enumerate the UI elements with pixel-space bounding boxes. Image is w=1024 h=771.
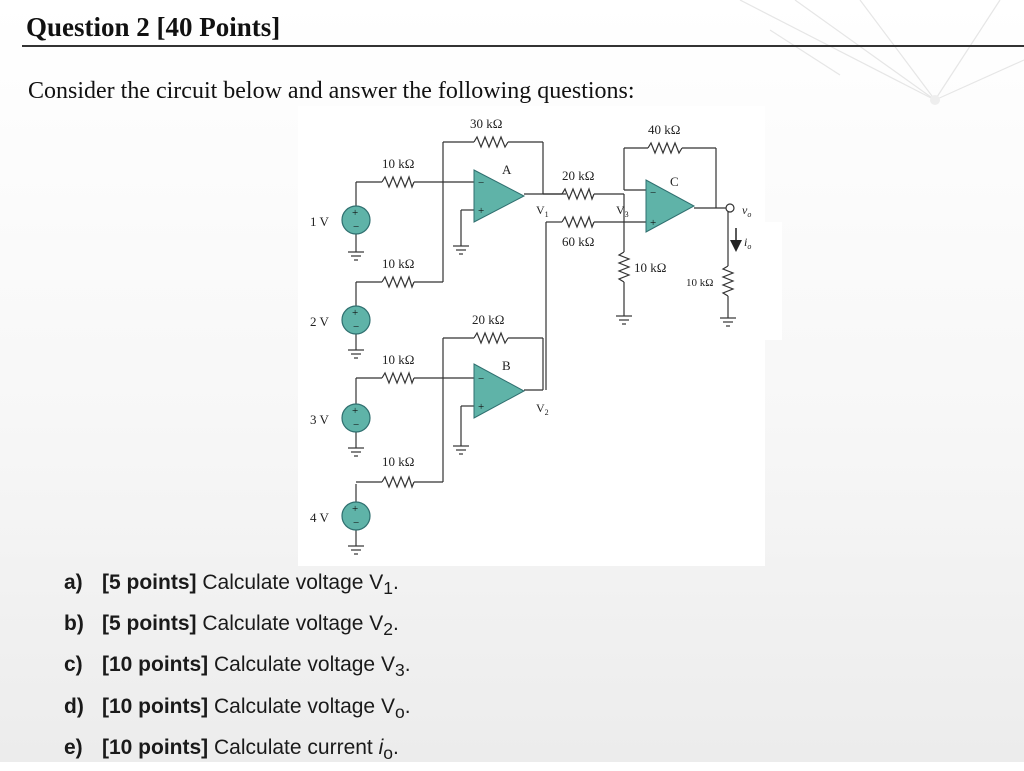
label-source-4: 4 V <box>310 510 329 525</box>
svg-text:−: − <box>478 373 485 385</box>
svg-text:+: + <box>352 405 359 417</box>
svg-text:−: − <box>478 177 485 189</box>
label-source-2: 2 V <box>310 314 329 329</box>
label-v1: $V_1$ <box>536 203 549 219</box>
circuit-figure <box>298 106 765 566</box>
svg-text:+: + <box>352 307 359 319</box>
label-r10f: 10 kΩ <box>686 277 714 289</box>
svg-text:+: + <box>352 207 359 219</box>
svg-text:+: + <box>352 503 359 515</box>
svg-text:−: − <box>353 419 360 431</box>
label-opamp-a: A <box>502 162 512 177</box>
label-source-3: 3 V <box>310 412 329 427</box>
svg-text:−: − <box>353 321 360 333</box>
label-v3: $V_3$ <box>616 203 629 219</box>
label-r10e: 10 kΩ <box>634 260 667 275</box>
label-opamp-c: C <box>670 174 679 189</box>
label-r40: 40 kΩ <box>648 122 681 137</box>
heading-divider <box>22 45 1024 47</box>
question-list <box>64 565 411 771</box>
question-heading: Question 2 [40 Points] <box>26 12 281 42</box>
label-r10b: 10 kΩ <box>382 256 415 271</box>
label-r20a: 20 kΩ <box>562 168 595 183</box>
label-opamp-b: B <box>502 358 511 373</box>
question-item: b) [5 points] Calculate voltage $V_2$. <box>64 612 399 640</box>
output-terminal <box>726 204 734 212</box>
question-item: e) [10 points] Calculate current $i_o$. <box>64 735 399 763</box>
intro-text: Consider the circuit below and answer the following questions: <box>28 78 635 104</box>
label-r10c: 10 kΩ <box>382 352 415 367</box>
svg-text:−: − <box>353 221 360 233</box>
svg-text:+: + <box>650 217 657 229</box>
label-vo: $v_o$ <box>742 203 752 219</box>
svg-text:+: + <box>478 205 485 217</box>
svg-text:+: + <box>478 401 485 413</box>
svg-text:−: − <box>353 517 360 529</box>
label-io: $i_o$ <box>744 235 752 251</box>
label-r60: 60 kΩ <box>562 234 595 249</box>
label-r30: 30 kΩ <box>470 116 503 131</box>
circuit-diagram <box>298 106 778 566</box>
question-item: d) [10 points] Calculate voltage $V_o$. <box>64 694 411 722</box>
svg-text:−: − <box>650 187 657 199</box>
label-v2: $V_2$ <box>536 401 549 417</box>
question-item: c) [10 points] Calculate voltage $V_3$. <box>64 653 411 681</box>
label-r10a: 10 kΩ <box>382 156 415 171</box>
question-item: a) [5 points] Calculate voltage $V_1$. <box>64 571 399 599</box>
label-r20b: 20 kΩ <box>472 312 505 327</box>
label-source-1: 1 V <box>310 214 329 229</box>
label-r10d: 10 kΩ <box>382 454 415 469</box>
